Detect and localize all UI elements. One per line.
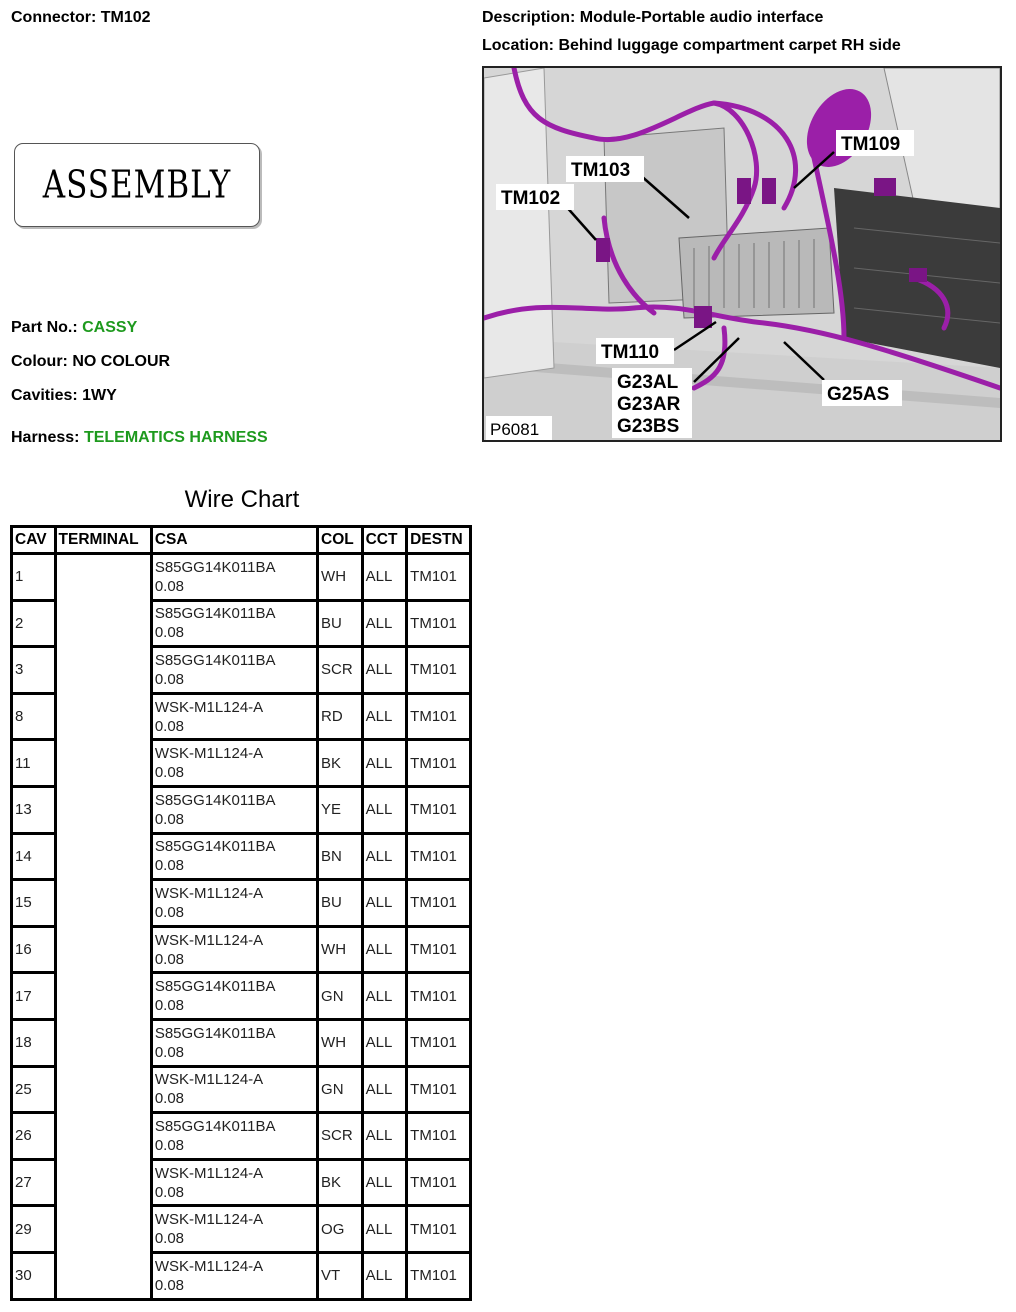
wire-chart-body: [13, 555, 469, 1298]
destn-cell: TM101: [408, 695, 469, 739]
cav-cell: 14: [13, 835, 54, 879]
destn-cell: TM101: [408, 974, 469, 1018]
cav-cell: 26: [13, 1114, 54, 1158]
csa-cell: [153, 741, 316, 785]
colour-label: Colour:: [11, 353, 68, 370]
csa-size: 0.08: [154, 1230, 185, 1248]
csa-size: 0.08: [154, 1090, 185, 1108]
cct-cell: ALL: [364, 1254, 406, 1298]
callout-g25as: G25AS: [827, 384, 890, 405]
col-cell: WH: [319, 928, 361, 972]
csa-cell: [153, 928, 316, 972]
csa-size: 0.08: [154, 903, 185, 921]
connector-value: TM102: [100, 9, 151, 26]
col-cell: WH: [319, 1021, 361, 1065]
col-cell: OG: [319, 1207, 361, 1251]
table-header-row: [13, 528, 469, 552]
cav-cell: 16: [13, 928, 54, 972]
cavities-label: Cavities:: [11, 387, 78, 404]
destn-cell: TM101: [408, 1161, 469, 1205]
location-photo: [482, 66, 1002, 442]
cct-cell: ALL: [364, 1207, 406, 1251]
description-value: Module-Portable audio interface: [579, 9, 824, 26]
csa-part: WSK-M1L124-A: [154, 745, 264, 763]
location-value: Behind luggage compartment carpet RH side: [558, 37, 901, 54]
part-no-value: CASSY: [82, 319, 138, 336]
csa-cell: [153, 1254, 316, 1298]
cav-cell: 27: [13, 1161, 54, 1205]
col-cell: BU: [319, 602, 361, 646]
csa-part: S85GG14K011BA: [154, 1117, 276, 1135]
destn-cell: TM101: [408, 835, 469, 879]
connector-line: [11, 9, 151, 27]
colour-value: NO COLOUR: [72, 353, 171, 370]
csa-part: WSK-M1L124-A: [154, 1071, 264, 1089]
destn-cell: TM101: [408, 881, 469, 925]
header-cct: CCT: [364, 528, 406, 552]
col-cell: WH: [319, 555, 361, 599]
colour-line: [11, 353, 170, 371]
csa-size: 0.08: [154, 997, 185, 1015]
csa-part: WSK-M1L124-A: [154, 884, 264, 902]
destn-cell: TM101: [408, 1068, 469, 1112]
csa-size: 0.08: [154, 717, 185, 735]
csa-size: 0.08: [154, 1043, 185, 1061]
cct-cell: ALL: [364, 1068, 406, 1112]
csa-part: WSK-M1L124-A: [154, 1211, 264, 1229]
callout-tm102: TM102: [501, 188, 561, 209]
harness-label: Harness:: [11, 429, 80, 446]
csa-part: WSK-M1L124-A: [154, 1164, 264, 1182]
csa-cell: [153, 974, 316, 1018]
cct-cell: ALL: [364, 695, 406, 739]
destn-cell: TM101: [408, 1254, 469, 1298]
csa-cell: [153, 602, 316, 646]
csa-size: 0.08: [154, 624, 185, 642]
destn-cell: TM101: [408, 602, 469, 646]
cav-cell: 17: [13, 974, 54, 1018]
location-line: [482, 37, 901, 55]
csa-size: 0.08: [154, 857, 185, 875]
terminal-cell: [57, 555, 150, 1298]
csa-cell: [153, 881, 316, 925]
destn-cell: TM101: [408, 648, 469, 692]
csa-part: S85GG14K011BA: [154, 605, 276, 623]
callout-tm103: TM103: [571, 160, 631, 181]
connector-label: Connector:: [11, 9, 97, 26]
cav-cell: 25: [13, 1068, 54, 1112]
cct-cell: ALL: [364, 1161, 406, 1205]
col-cell: BK: [319, 1161, 361, 1205]
header-col: COL: [319, 528, 361, 552]
col-cell: VT: [319, 1254, 361, 1298]
cav-cell: 3: [13, 648, 54, 692]
col-cell: BN: [319, 835, 361, 879]
wire-chart-table: [10, 525, 472, 1301]
cct-cell: ALL: [364, 788, 406, 832]
wire-chart-title: Wire Chart: [184, 486, 300, 513]
cct-cell: ALL: [364, 881, 406, 925]
header-csa: CSA: [153, 528, 316, 552]
csa-cell: [153, 788, 316, 832]
harness-line: [11, 429, 268, 447]
callout-g23bs: G23BS: [617, 416, 680, 437]
cav-cell: 30: [13, 1254, 54, 1298]
cav-cell: 8: [13, 695, 54, 739]
cct-cell: ALL: [364, 928, 406, 972]
csa-cell: [153, 648, 316, 692]
cav-cell: 18: [13, 1021, 54, 1065]
cct-cell: ALL: [364, 602, 406, 646]
cav-cell: 1: [13, 555, 54, 599]
csa-size: 0.08: [154, 670, 185, 688]
cav-cell: 13: [13, 788, 54, 832]
header-cav: CAV: [13, 528, 54, 552]
cct-cell: ALL: [364, 835, 406, 879]
csa-part: S85GG14K011BA: [154, 838, 276, 856]
csa-part: S85GG14K011BA: [154, 1024, 276, 1042]
csa-size: 0.08: [154, 1183, 185, 1201]
col-cell: GN: [319, 974, 361, 1018]
csa-cell: [153, 1161, 316, 1205]
assembly-label: ASSEMBLY: [42, 162, 232, 208]
csa-part: WSK-M1L124-A: [154, 698, 264, 716]
destn-cell: TM101: [408, 555, 469, 599]
csa-size: 0.08: [154, 950, 185, 968]
csa-part: S85GG14K011BA: [154, 558, 276, 576]
cct-cell: ALL: [364, 1114, 406, 1158]
destn-cell: TM101: [408, 788, 469, 832]
csa-size: 0.08: [154, 1136, 185, 1154]
header-terminal: TERMINAL: [57, 528, 150, 552]
cct-cell: ALL: [364, 555, 406, 599]
cct-cell: ALL: [364, 648, 406, 692]
callout-tm109: TM109: [841, 134, 901, 155]
part-no-label: Part No.:: [11, 319, 78, 336]
csa-part: S85GG14K011BA: [154, 791, 276, 809]
csa-size: 0.08: [154, 810, 185, 828]
col-cell: RD: [319, 695, 361, 739]
cav-cell: 15: [13, 881, 54, 925]
cct-cell: ALL: [364, 974, 406, 1018]
table-row: [13, 555, 469, 599]
csa-cell: [153, 695, 316, 739]
location-illustration: [484, 68, 1000, 440]
csa-cell: [153, 1207, 316, 1251]
callout-g23ar: G23AR: [617, 394, 681, 415]
csa-cell: [153, 835, 316, 879]
destn-cell: TM101: [408, 741, 469, 785]
header-destn: DESTN: [408, 528, 469, 552]
assembly-box: [14, 143, 260, 227]
col-cell: BU: [319, 881, 361, 925]
csa-size: 0.08: [154, 764, 185, 782]
cavities-line: [11, 387, 117, 405]
cct-cell: ALL: [364, 741, 406, 785]
harness-value: TELEMATICS HARNESS: [83, 429, 268, 446]
destn-cell: TM101: [408, 1207, 469, 1251]
csa-part: S85GG14K011BA: [154, 978, 276, 996]
description-label: Description:: [482, 9, 576, 26]
cct-cell: ALL: [364, 1021, 406, 1065]
cav-cell: 11: [13, 741, 54, 785]
csa-cell: [153, 1021, 316, 1065]
col-cell: SCR: [319, 648, 361, 692]
csa-part: S85GG14K011BA: [154, 651, 276, 669]
cavities-value: 1WY: [82, 387, 117, 404]
location-label: Location:: [482, 37, 554, 54]
callout-g23al: G23AL: [617, 372, 679, 393]
col-cell: YE: [319, 788, 361, 832]
cav-cell: 29: [13, 1207, 54, 1251]
col-cell: SCR: [319, 1114, 361, 1158]
col-cell: BK: [319, 741, 361, 785]
destn-cell: TM101: [408, 1114, 469, 1158]
photo-ref: P6081: [490, 420, 540, 439]
cav-cell: 2: [13, 602, 54, 646]
description-line: [482, 9, 823, 27]
csa-cell: [153, 1114, 316, 1158]
destn-cell: TM101: [408, 1021, 469, 1065]
col-cell: GN: [319, 1068, 361, 1112]
part-no-line: [11, 319, 137, 337]
callout-tm110: TM110: [601, 342, 660, 363]
csa-part: WSK-M1L124-A: [154, 931, 264, 949]
csa-part: WSK-M1L124-A: [154, 1257, 264, 1275]
csa-cell: [153, 555, 316, 599]
csa-size: 0.08: [154, 1276, 185, 1294]
csa-cell: [153, 1068, 316, 1112]
destn-cell: TM101: [408, 928, 469, 972]
csa-size: 0.08: [154, 577, 185, 595]
